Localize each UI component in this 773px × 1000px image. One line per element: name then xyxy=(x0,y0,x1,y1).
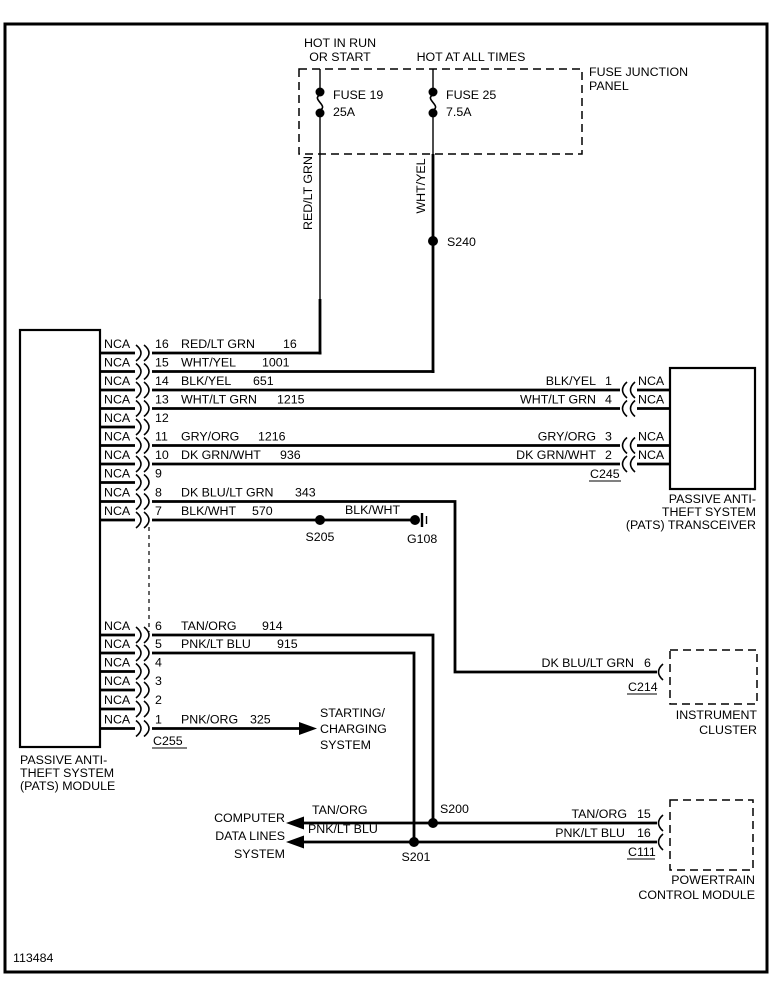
pin-number: 4 xyxy=(155,655,162,670)
fuse-element-symbol xyxy=(317,95,322,110)
pats-module-label-2: THEFT SYSTEM xyxy=(20,766,115,780)
ground-label-g108: G108 xyxy=(407,532,438,546)
hot-in-run-label: HOT IN RUN xyxy=(303,36,377,50)
pin-nca: NCA xyxy=(104,355,131,370)
circuit-number: 16 xyxy=(283,337,297,351)
pin-nca: NCA xyxy=(104,674,131,688)
circuit-number: 1215 xyxy=(277,392,305,407)
wire-color: TAN/ORG xyxy=(571,807,627,821)
instrument-cluster-label: INSTRUMENT xyxy=(675,708,757,722)
splice-label-s200: S200 xyxy=(440,802,469,816)
pats-module-label-3: (PATS) MODULE xyxy=(20,779,116,793)
circuit-number: 915 xyxy=(277,637,298,651)
arrowhead-left xyxy=(286,836,304,849)
instrument-cluster xyxy=(542,650,758,737)
pin-number: 6 xyxy=(155,619,162,633)
transceiver-label: PASSIVE ANTI- xyxy=(668,492,756,506)
destination-label-2: DATA LINES xyxy=(215,829,285,843)
pcm-box xyxy=(670,800,753,870)
connector-label-c111: C111 xyxy=(628,845,656,859)
pin-number: 16 xyxy=(637,826,651,840)
instrument-cluster-label-2: CLUSTER xyxy=(699,723,757,737)
pin-nca: NCA xyxy=(104,693,131,707)
pin-number: 16 xyxy=(155,337,169,351)
circuit-number: 570 xyxy=(252,504,273,518)
pin-nca: NCA xyxy=(104,485,131,500)
pin-nca: NCA xyxy=(638,429,665,444)
pin-number: 5 xyxy=(155,637,162,651)
wire-color: TAN/ORG xyxy=(312,803,368,817)
splice-dot-s200 xyxy=(428,818,438,828)
wire-color: PNK/LT BLU xyxy=(308,822,378,836)
pin-number: 12 xyxy=(155,411,169,425)
starting-charging-destination xyxy=(320,706,387,752)
wire-color: TAN/ORG xyxy=(181,619,237,633)
fuse19-rating: 25A xyxy=(333,105,356,119)
pin-number: 6 xyxy=(644,656,651,670)
fuse-19 xyxy=(316,69,384,154)
pin-number: 2 xyxy=(155,693,162,707)
wire-color: PNK/ORG xyxy=(181,712,239,727)
connector-label-c245: C245 xyxy=(590,467,620,481)
module-pin-row-1 xyxy=(100,713,317,737)
pats-module-label: PASSIVE ANTI- xyxy=(20,753,108,767)
transceiver-label-3: (PATS) TRANSCEIVER xyxy=(625,518,756,532)
pin-nca: NCA xyxy=(104,337,131,351)
pin-number: 11 xyxy=(155,429,168,444)
wire-color: BLK/WHT xyxy=(181,504,237,518)
wire-color: GRY/ORG xyxy=(537,429,596,444)
pin-nca: NCA xyxy=(104,411,131,425)
pin-nca: NCA xyxy=(104,655,131,670)
wire-color: PNK/LT BLU xyxy=(181,637,251,651)
wire-color: WHT/LT GRN xyxy=(520,392,596,407)
pin-number: 3 xyxy=(155,674,162,688)
splice-label-s205: S205 xyxy=(305,530,335,544)
splice-dot-s201 xyxy=(409,837,419,847)
pin-number: 7 xyxy=(155,504,162,518)
powertrain-control-module xyxy=(555,800,755,902)
wire-color: BLK/WHT xyxy=(345,503,401,517)
fuse19-name: FUSE 19 xyxy=(333,88,384,102)
pin-nca: NCA xyxy=(638,448,665,462)
wire-color: DK BLU/LT GRN xyxy=(181,485,274,500)
wire-color: DK GRN/WHT xyxy=(516,448,596,462)
circuit-number: 651 xyxy=(253,374,274,388)
arrowhead-right xyxy=(299,722,317,735)
pin-nca: NCA xyxy=(104,712,131,727)
pcm-label: POWERTRAIN xyxy=(671,873,755,887)
splice-label-s240: S240 xyxy=(447,235,476,249)
fuse-junction-panel xyxy=(299,36,688,154)
pin-number: 3 xyxy=(605,429,612,444)
destination-label: STARTING/ xyxy=(320,706,385,720)
wire-label-red-ltgrn: RED/LT GRN xyxy=(301,156,315,230)
destination-label-3: SYSTEM xyxy=(320,738,371,752)
fuse-panel-name: FUSE JUNCTION xyxy=(589,65,689,79)
pats-module-box xyxy=(20,330,100,747)
pats-transceiver xyxy=(516,368,756,532)
circuit-number: 343 xyxy=(295,485,316,500)
instrument-cluster-box xyxy=(670,650,757,704)
pin-number: 1 xyxy=(155,712,162,727)
feed-wires xyxy=(301,154,476,373)
ground-path-g108 xyxy=(306,503,438,546)
arrowhead-left xyxy=(286,817,304,830)
pin-nca: NCA xyxy=(104,619,131,633)
splice-label-s201: S201 xyxy=(401,850,431,864)
connector-label-c214: C214 xyxy=(628,680,658,694)
fuse25-rating: 7.5A xyxy=(446,105,472,119)
diagram-number: 113484 xyxy=(13,951,54,965)
wire-color: DK GRN/WHT xyxy=(181,448,261,462)
pin-number: 10 xyxy=(155,448,169,462)
wire-color: PNK/LT BLU xyxy=(555,826,625,840)
wire-color: RED/LT GRN xyxy=(181,337,255,351)
destination-label-3: SYSTEM xyxy=(234,847,285,861)
pin-number: 8 xyxy=(155,485,162,500)
transceiver-box xyxy=(670,368,755,489)
wire-color: GRY/ORG xyxy=(181,429,240,444)
fuse25-name: FUSE 25 xyxy=(446,88,497,102)
splice-dot-s205 xyxy=(315,515,325,525)
wire-color: WHT/YEL xyxy=(181,355,237,370)
pin-number: 15 xyxy=(155,355,169,370)
destination-label-2: CHARGING xyxy=(320,722,387,736)
circuit-number: 1216 xyxy=(258,429,286,444)
wire-color: WHT/LT GRN xyxy=(181,392,257,407)
circuit-number: 936 xyxy=(280,448,301,462)
wire-color: BLK/YEL xyxy=(181,374,232,388)
wire-label-wht-yel: WHT/YEL xyxy=(414,158,428,214)
pin-nca: NCA xyxy=(638,374,665,388)
pcm-label-2: CONTROL MODULE xyxy=(638,888,755,902)
pin-number: 13 xyxy=(155,392,169,407)
pin-number: 2 xyxy=(605,448,612,462)
wire-color: DK BLU/LT GRN xyxy=(541,656,634,670)
wire-color: BLK/YEL xyxy=(545,374,596,388)
hot-in-run-label-2: OR START xyxy=(309,50,371,64)
pin-nca: NCA xyxy=(104,637,131,651)
pin-nca: NCA xyxy=(104,504,131,518)
pin-nca: NCA xyxy=(638,392,665,407)
splice-dot-s240 xyxy=(428,236,438,246)
hot-at-all-times-label: HOT AT ALL TIMES xyxy=(416,50,526,64)
pin-number: 15 xyxy=(637,807,651,821)
circuit-number: 1001 xyxy=(262,355,290,370)
pin-nca: NCA xyxy=(104,429,131,444)
pin-number: 1 xyxy=(605,374,612,388)
pin-number: 9 xyxy=(155,466,162,481)
pin-nca: NCA xyxy=(104,374,131,388)
fuse-element-symbol xyxy=(430,95,435,110)
transceiver-label-2: THEFT SYSTEM xyxy=(661,505,756,519)
connector-label-c255: C255 xyxy=(153,734,183,748)
circuit-number: 914 xyxy=(262,619,283,633)
pin-nca: NCA xyxy=(104,448,131,462)
fuse-25 xyxy=(429,69,497,154)
fuse-panel-name-2: PANEL xyxy=(589,79,629,93)
pin-nca: NCA xyxy=(104,392,131,407)
pin-nca: NCA xyxy=(104,466,131,481)
pin-number: 14 xyxy=(155,374,169,388)
ground-dot-g108 xyxy=(410,515,420,525)
destination-label: COMPUTER xyxy=(214,811,285,825)
pin-number: 4 xyxy=(605,392,612,407)
circuit-number: 325 xyxy=(250,712,271,727)
